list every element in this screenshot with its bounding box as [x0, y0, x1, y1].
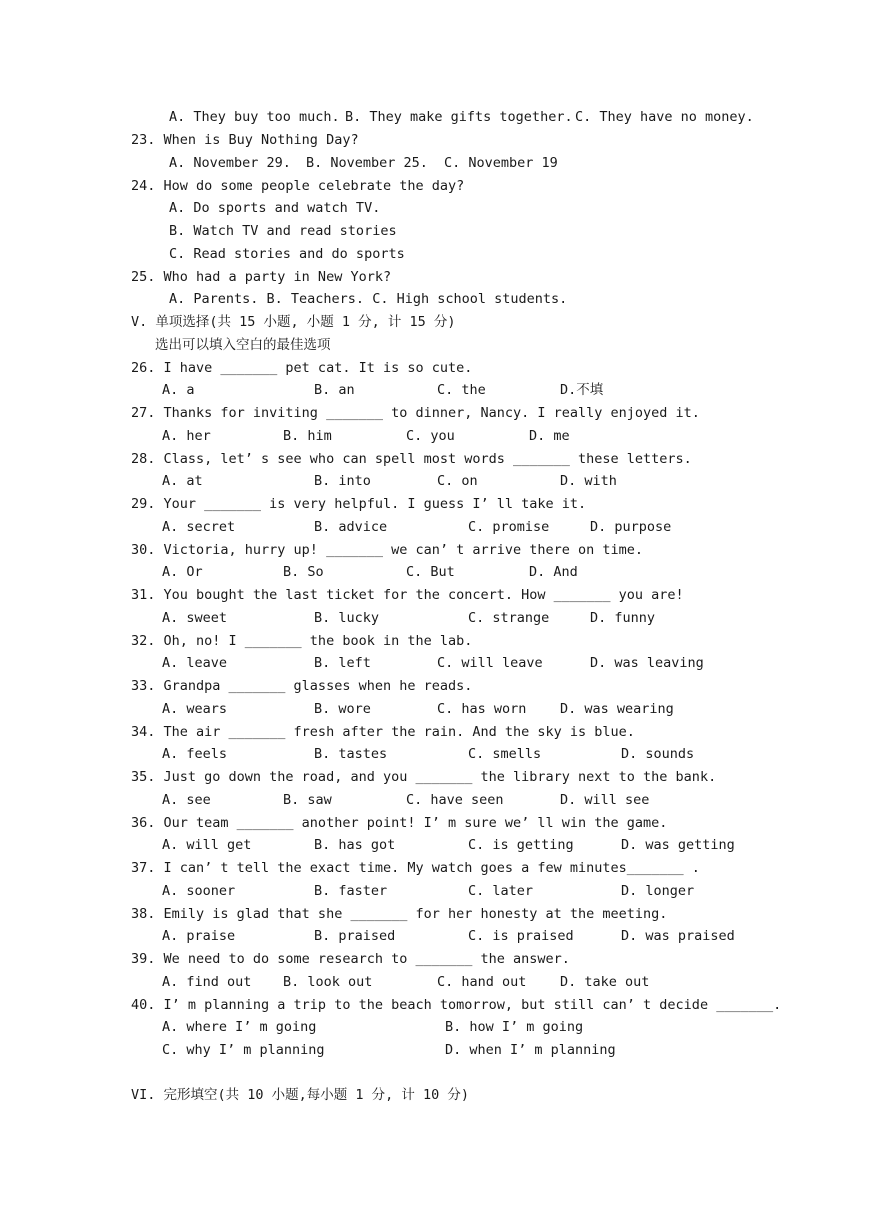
answer-option: D. sounds [621, 746, 695, 762]
answer-option: C. the [437, 382, 486, 398]
answer-option: D. funny [590, 610, 656, 626]
answer-option: B. Watch TV and read stories [169, 223, 397, 239]
question-line: 27. Thanks for inviting _______ to dinner, Nancy. I really enjoyed it. [131, 405, 700, 421]
answer-option: B. him [283, 428, 332, 444]
question-line: 29. Your _______ is very helpful. I guess I’ ll take it. [131, 496, 587, 512]
answer-option: B. look out [283, 974, 373, 990]
answer-option: A. where I’ m going [162, 1019, 317, 1035]
answer-option: D. longer [621, 883, 695, 899]
answer-option: B. how I’ m going [445, 1019, 584, 1035]
question-line: 26. I have _______ pet cat. It is so cute. [131, 360, 473, 376]
answer-option: D. purpose [590, 519, 672, 535]
answer-option: A. find out [162, 974, 252, 990]
answer-option: D. me [529, 428, 570, 444]
answer-option: A. November 29. [169, 155, 291, 171]
answer-option: D. was getting [621, 837, 735, 853]
answer-option: B. has got [314, 837, 396, 853]
answer-option: B. So [283, 564, 324, 580]
answer-option: A. see [162, 792, 211, 808]
answer-option: D. was leaving [590, 655, 704, 671]
answer-option: A. feels [162, 746, 228, 762]
answer-option: D. take out [560, 974, 650, 990]
answer-option: C. is getting [468, 837, 574, 853]
answer-option: C. later [468, 883, 534, 899]
answer-option: B. an [314, 382, 355, 398]
answer-option: A. Parents. B. Teachers. C. High school students. [169, 291, 568, 307]
answer-option: C. why I’ m planning [162, 1042, 325, 1058]
answer-option: B. faster [314, 883, 388, 899]
answer-option: A. Do sports and watch TV. [169, 200, 381, 216]
question-line: V. 单项选择(共 15 小题, 小题 1 分, 计 15 分) [131, 314, 456, 330]
answer-option: A. her [162, 428, 211, 444]
question-line: 31. You bought the last ticket for the concert. How _______ you are! [131, 587, 684, 603]
answer-option: B. tastes [314, 746, 388, 762]
answer-option: B. advice [314, 519, 388, 535]
answer-option: C. have seen [406, 792, 504, 808]
answer-option: C. But [406, 564, 455, 580]
question-line: 30. Victoria, hurry up! _______ we can’ t arrive there on time. [131, 542, 644, 558]
question-line: VI. 完形填空(共 10 小题,每小题 1 分, 计 10 分) [131, 1087, 470, 1103]
question-line: 40. I’ m planning a trip to the beach tomorrow, but still can’ t decide _______. [131, 997, 782, 1013]
answer-option: C. promise [468, 519, 550, 535]
answer-option: B. November 25. [306, 155, 428, 171]
answer-option: C. smells [468, 746, 542, 762]
answer-option: 选出可以填入空白的最佳选项 [155, 337, 331, 353]
answer-option: A. Or [162, 564, 203, 580]
answer-option: D. And [529, 564, 578, 580]
question-line: 24. How do some people celebrate the day? [131, 178, 465, 194]
answer-option: C. November 19 [444, 155, 558, 171]
answer-option: D.不填 [560, 382, 604, 398]
answer-option: A. praise [162, 928, 236, 944]
answer-option: C. will leave [437, 655, 543, 671]
answer-option: A. leave [162, 655, 228, 671]
question-line: 38. Emily is glad that she _______ for her honesty at the meeting. [131, 906, 668, 922]
answer-option: C. you [406, 428, 455, 444]
answer-option: D. with [560, 473, 617, 489]
answer-option: C. is praised [468, 928, 574, 944]
answer-option: D. was praised [621, 928, 735, 944]
answer-option: B. saw [283, 792, 332, 808]
answer-option: A. will get [162, 837, 252, 853]
answer-option: A. sweet [162, 610, 228, 626]
answer-option: D. was wearing [560, 701, 674, 717]
answer-option: C. They have no money. [575, 109, 754, 125]
question-line: 37. I can’ t tell the exact time. My watch goes a few minutes_______ . [131, 860, 700, 876]
answer-option: A. sooner [162, 883, 236, 899]
question-line: 34. The air _______ fresh after the rain. And the sky is blue. [131, 724, 635, 740]
answer-option: C. hand out [437, 974, 527, 990]
answer-option: A. at [162, 473, 203, 489]
question-line: 23. When is Buy Nothing Day? [131, 132, 359, 148]
question-line: 32. Oh, no! I _______ the book in the lab. [131, 633, 473, 649]
question-line: 39. We need to do some research to _______ the answer. [131, 951, 570, 967]
answer-option: B. into [314, 473, 371, 489]
question-line: 35. Just go down the road, and you _______ the library next to the bank. [131, 769, 717, 785]
answer-option: B. praised [314, 928, 396, 944]
answer-option: B. They make gifts together. [345, 109, 573, 125]
answer-option: C. has worn [437, 701, 527, 717]
answer-option: B. left [314, 655, 371, 671]
answer-option: A. a [162, 382, 195, 398]
answer-option: A. wears [162, 701, 228, 717]
question-line: 28. Class, let’ s see who can spell most words _______ these letters. [131, 451, 692, 467]
answer-option: C. strange [468, 610, 550, 626]
answer-option: A. secret [162, 519, 236, 535]
answer-option: D. will see [560, 792, 650, 808]
question-line: 33. Grandpa _______ glasses when he reads. [131, 678, 473, 694]
answer-option: B. lucky [314, 610, 380, 626]
answer-option: C. on [437, 473, 478, 489]
answer-option: C. Read stories and do sports [169, 246, 405, 262]
question-line: 36. Our team _______ another point! I’ m sure we’ ll win the game. [131, 815, 668, 831]
question-line: 25. Who had a party in New York? [131, 269, 392, 285]
answer-option: A. They buy too much. [169, 109, 340, 125]
answer-option: D. when I’ m planning [445, 1042, 616, 1058]
answer-option: B. wore [314, 701, 371, 717]
